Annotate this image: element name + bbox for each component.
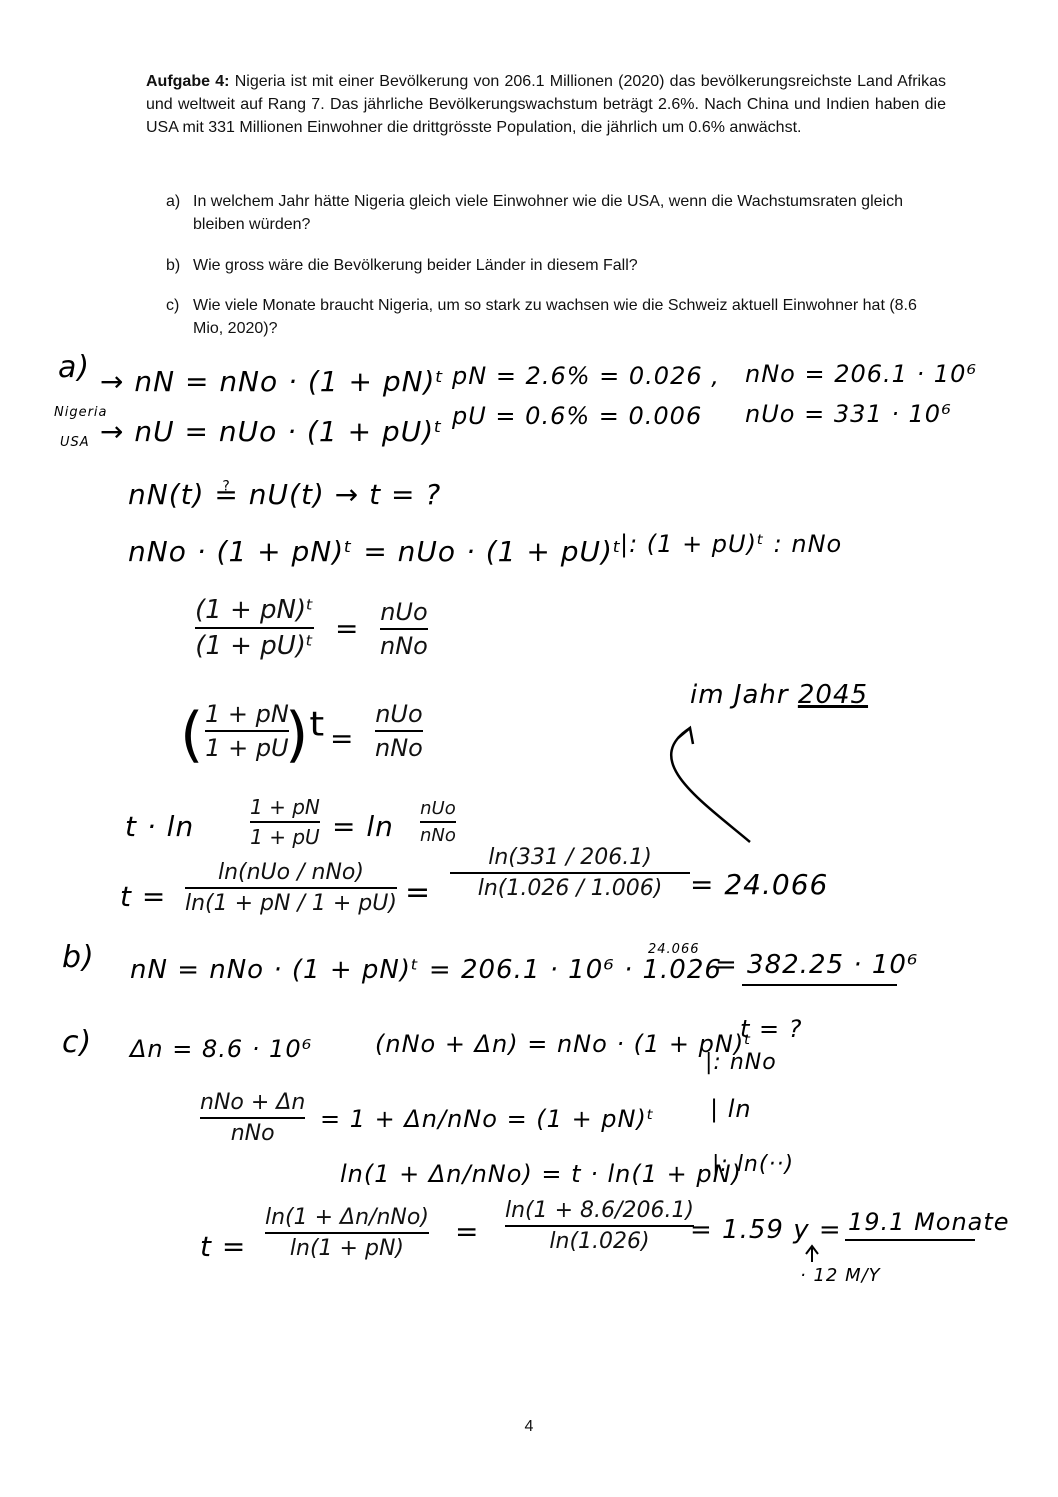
exponent-b: 24.066 <box>648 942 700 957</box>
unknown-t: t = ? <box>740 1015 803 1043</box>
fraction-denominator: ln(1.026) <box>549 1229 650 1254</box>
fraction-numerator: 1 + pN <box>250 795 320 819</box>
t-equals: t = <box>120 880 167 913</box>
equation-nigeria-growth: → nN = nNo · (1 + pN)ᵗ <box>100 365 445 398</box>
question-label: c) <box>166 297 180 314</box>
task-heading: Aufgabe 4: <box>146 73 230 90</box>
equation-equal-populations: nNo · (1 + pN)ᵗ = nUo · (1 + pU)ᵗ <box>128 535 623 568</box>
fraction-c-symbolic <box>265 1205 429 1261</box>
log-lhs: t · ln <box>125 810 195 843</box>
operation-divide-c: |: nNo <box>705 1050 777 1075</box>
fraction-denominator: 1 + pU <box>250 825 320 849</box>
equals-sign: = <box>405 875 432 910</box>
fraction-denominator: nNo <box>230 1121 275 1146</box>
fraction-numerator: ln(nUo / nNo) <box>217 860 364 885</box>
population-nigeria: nNo = 206.1 · 10⁶ <box>745 360 977 388</box>
operation-divide: |: (1 + pU)ᵗ : nNo <box>620 530 843 558</box>
delta-n: Δn = 8.6 · 10⁶ <box>130 1035 313 1063</box>
t-result: = 24.066 <box>690 868 829 901</box>
fraction-numerator: nUo <box>375 700 423 728</box>
months-result: 19.1 Monate <box>848 1208 1010 1236</box>
question-text: Wie viele Monate braucht Nigeria, um so stark zu wachsen wie die Schweiz aktuell Einwohner hat (8.6 Mio, 2020)? <box>193 297 917 337</box>
equation-usa-growth: → nU = nUo · (1 + pU)ᵗ <box>100 415 444 448</box>
fraction-numerator: ln(331 / 206.1) <box>488 845 652 870</box>
task-intro-text: Nigeria ist mit einer Bevölkerung von 206.1 Millionen (2020) das bevölkerungsreichste Land Afrikas und weltweit auf Rang 7. Das jährliche Bevölkerungswachstum beträgt 2.6%. Nach China und Indien haben die USA mit 331 Millionen Einwohner die drittgrösste Population, die jährlich um 0.6% anwächst. <box>146 73 946 136</box>
fraction-c-numeric <box>505 1198 694 1254</box>
fraction-denominator: ln(1 + pN) <box>289 1236 404 1261</box>
fraction-c-ratio <box>200 1090 305 1146</box>
paren-open: ( <box>180 700 205 770</box>
part-a-label: a) <box>58 350 91 385</box>
question-text: In welchem Jahr hätte Nigeria gleich viele Einwohner wie die USA, wenn die Wachstumsraten gleich bleiben würden? <box>193 193 903 233</box>
equation-c: (nNo + Δn) = nNo · (1 + pN)ᵗ <box>375 1030 753 1058</box>
equation-b: nN = nNo · (1 + pN)ᵗ = 206.1 · 10⁶ · 1.026 <box>130 955 722 985</box>
part-c-label: c) <box>62 1025 93 1060</box>
fraction-denominator: ln(1 + pN / 1 + pU) <box>185 891 397 916</box>
part-b-label: b) <box>62 940 95 975</box>
result-b: = 382.25 · 10⁶ <box>715 950 919 980</box>
fraction-denominator: nNo <box>375 734 423 762</box>
equality-condition: nN(t) ≟ nU(t) → t = ? <box>128 478 442 511</box>
equation-c3: ln(1 + Δn/nNo) = t · ln(1 + pN) <box>340 1160 742 1188</box>
equals-sign: = <box>330 722 355 755</box>
page-number: 4 <box>524 1418 534 1435</box>
operation-ln: | ln <box>710 1095 752 1123</box>
log-mid: = ln <box>332 810 394 843</box>
growth-rate-usa: pU = 0.6% = 0.006 <box>452 402 703 430</box>
fraction-numerator: 1 + pN <box>205 700 289 728</box>
t-result-c: = 1.59 y = <box>690 1215 842 1245</box>
nigeria-note: Nigeria <box>54 405 108 420</box>
equals-sign: = <box>455 1215 480 1248</box>
fraction-numerator: (1 + pN)ᵗ <box>195 595 314 625</box>
question-label: a) <box>166 193 181 210</box>
fraction-denominator: nNo <box>420 825 456 846</box>
fraction-numerator: nUo <box>420 798 456 819</box>
t-equals-c: t = <box>200 1230 247 1263</box>
fraction-numerator: ln(1 + Δn/nNo) <box>265 1205 429 1230</box>
population-usa: nUo = 331 · 10⁶ <box>745 400 952 428</box>
operation-divide-ln: |: ln(··) <box>712 1152 795 1177</box>
year-note-label: im Jahr <box>690 680 789 710</box>
question-label: b) <box>166 257 181 274</box>
fraction-numerator: nNo + Δn <box>200 1090 306 1115</box>
paren-close: )ᵗ <box>285 700 329 770</box>
equals-sign: = <box>335 612 360 645</box>
conversion-factor: · 12 M/Y <box>800 1265 881 1286</box>
year-answer: 2045 <box>797 680 869 710</box>
fraction-denominator: (1 + pU)ᵗ <box>195 631 314 661</box>
growth-rate-nigeria: pN = 2.6% = 0.026 , <box>452 362 720 390</box>
equation-c2: = 1 + Δn/nNo = (1 + pN)ᵗ <box>320 1105 655 1133</box>
question-text: Wie gross wäre die Bevölkerung beider Länder in diesem Fall? <box>193 257 638 274</box>
fraction-denominator: 1 + pU <box>205 734 289 762</box>
fraction-denominator: ln(1.026 / 1.006) <box>477 876 663 901</box>
usa-note: USA <box>60 435 90 450</box>
fraction-numerator: ln(1 + 8.6/206.1) <box>505 1198 695 1223</box>
fraction-denominator: nNo <box>380 632 428 660</box>
fraction-numerator: nUo <box>380 598 428 626</box>
